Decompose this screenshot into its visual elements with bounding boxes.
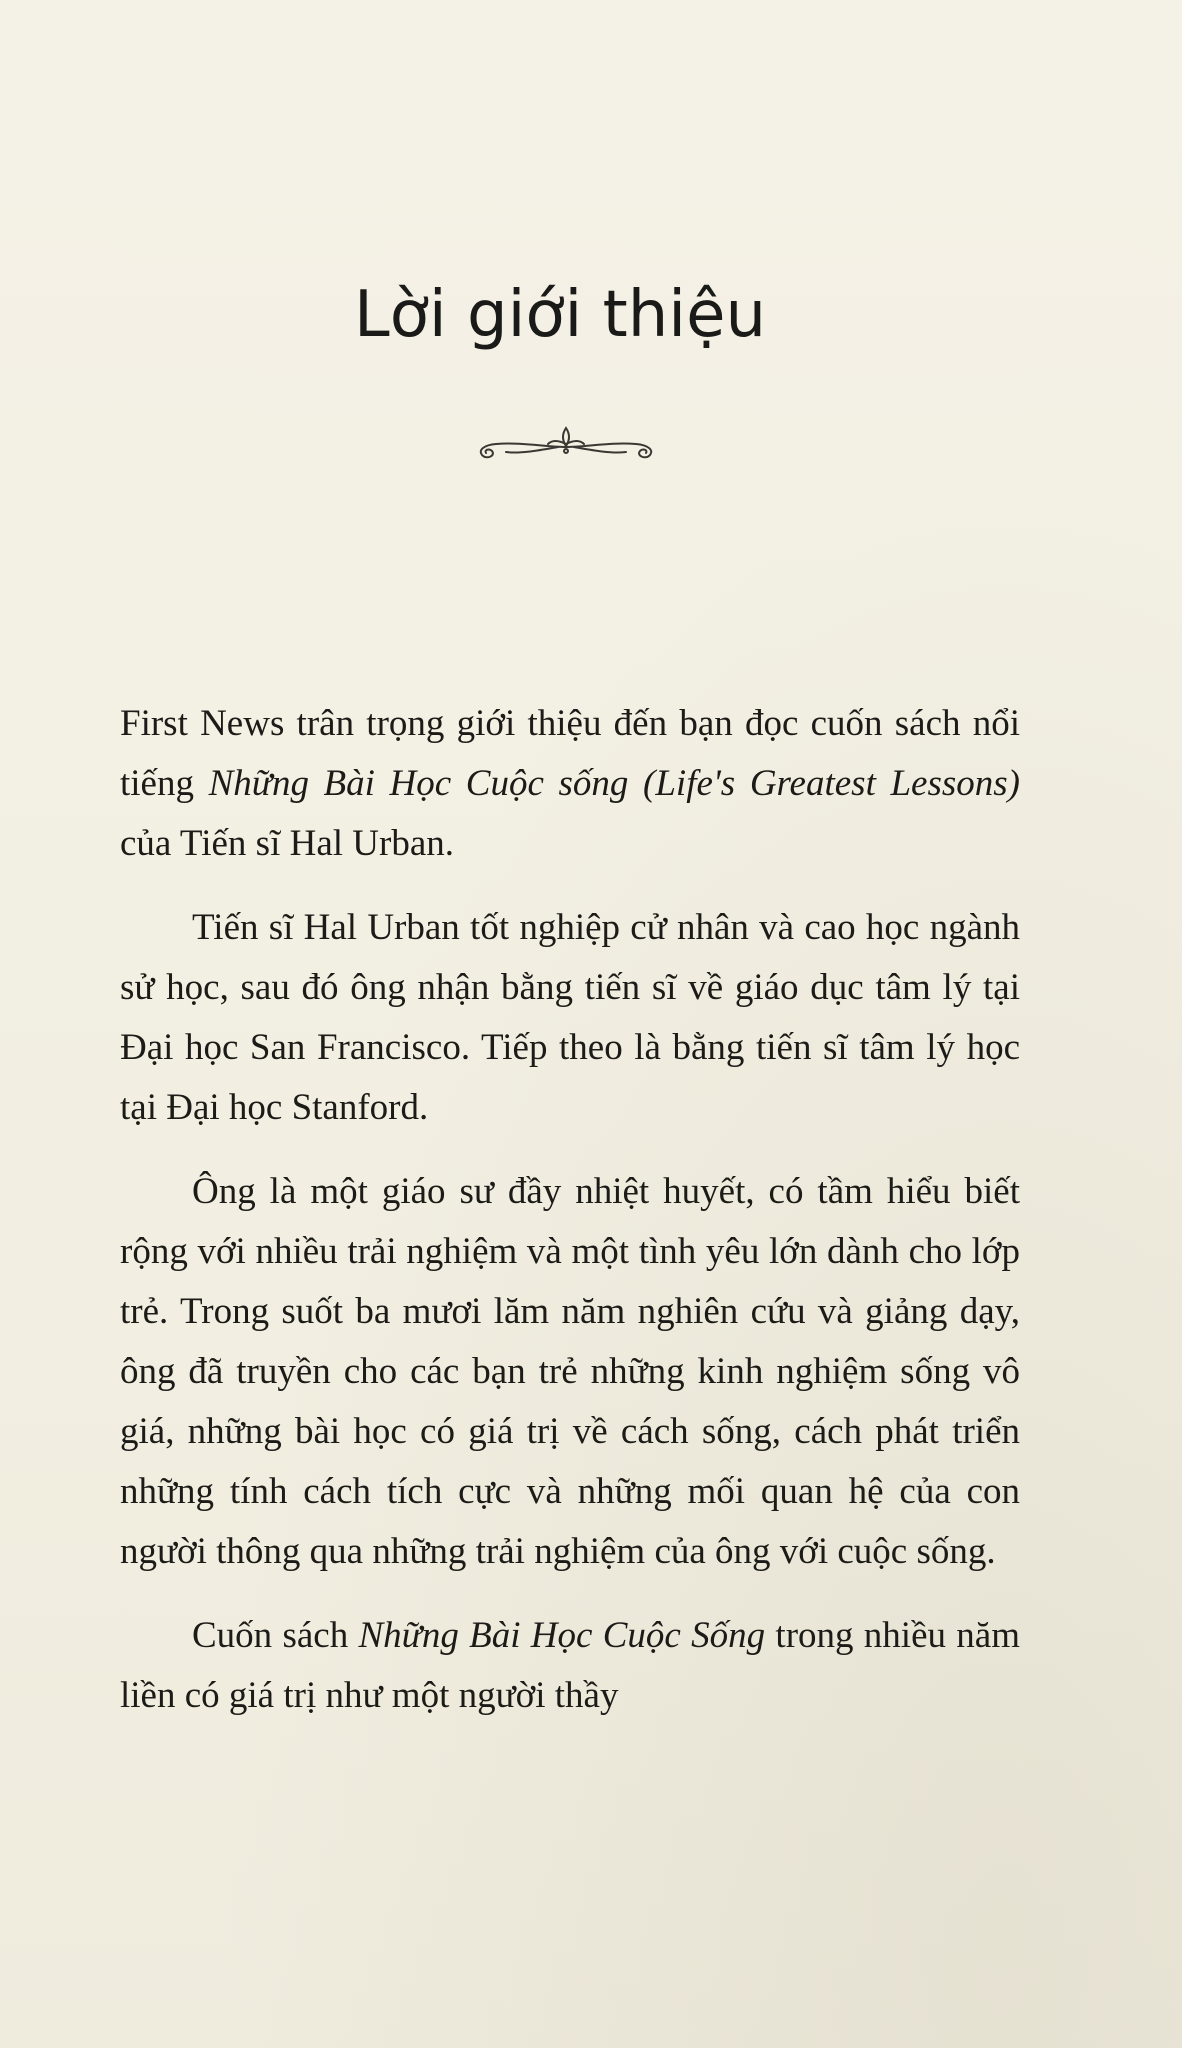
italic-title-text: (Life's Greatest Lessons) — [643, 763, 1020, 804]
paragraph-text: của Tiến sĩ Hal Urban. — [120, 823, 454, 864]
intro-body-text — [120, 694, 1020, 1726]
paragraph — [120, 898, 1020, 1138]
paragraph-text: First News trân trọng giới thiệu đến bạn đọc cuốn sách nổi tiếng — [120, 703, 1020, 804]
paragraph — [120, 1606, 1020, 1726]
paragraph-text: Tiến sĩ Hal Urban tốt nghiệp cử nhân và cao học ngành sử học, sau đó ông nhận bằng tiến sĩ về giáo dục tâm lý tại Đại học San Francisco. Tiếp theo là bằng tiến sĩ tâm lý học tại Đại học Stanford. — [120, 907, 1020, 1128]
paragraph-text: Cuốn sách — [192, 1615, 359, 1656]
paragraph — [120, 694, 1020, 874]
page-title: Lời giới thiệu — [354, 278, 766, 352]
italic-title-text: Những Bài Học Cuộc sống — [208, 763, 629, 804]
paragraph-text — [628, 763, 643, 804]
paragraph-text: trong nhiều năm liền có giá trị như một người thầy — [120, 1615, 1020, 1716]
italic-title-text: Những Bài Học Cuộc Sống — [358, 1615, 766, 1656]
flourish-divider-icon — [466, 420, 666, 470]
paragraph — [120, 1162, 1020, 1582]
paragraph-text: Ông là một giáo sư đầy nhiệt huyết, có tầm hiểu biết rộng với nhiều trải nghiệm và một tình yêu lớn dành cho lớp trẻ. Trong suốt ba mươi lăm năm nghiên cứu và giảng dạy, ông đã truyền cho các bạn trẻ những kinh nghiệm sống vô giá, những bài học có giá trị về cách sống, cách phát triển những tính cách tích cực và những mối quan hệ của con người thông qua những trải nghiệm của ông với cuộc sống. — [120, 1171, 1020, 1572]
